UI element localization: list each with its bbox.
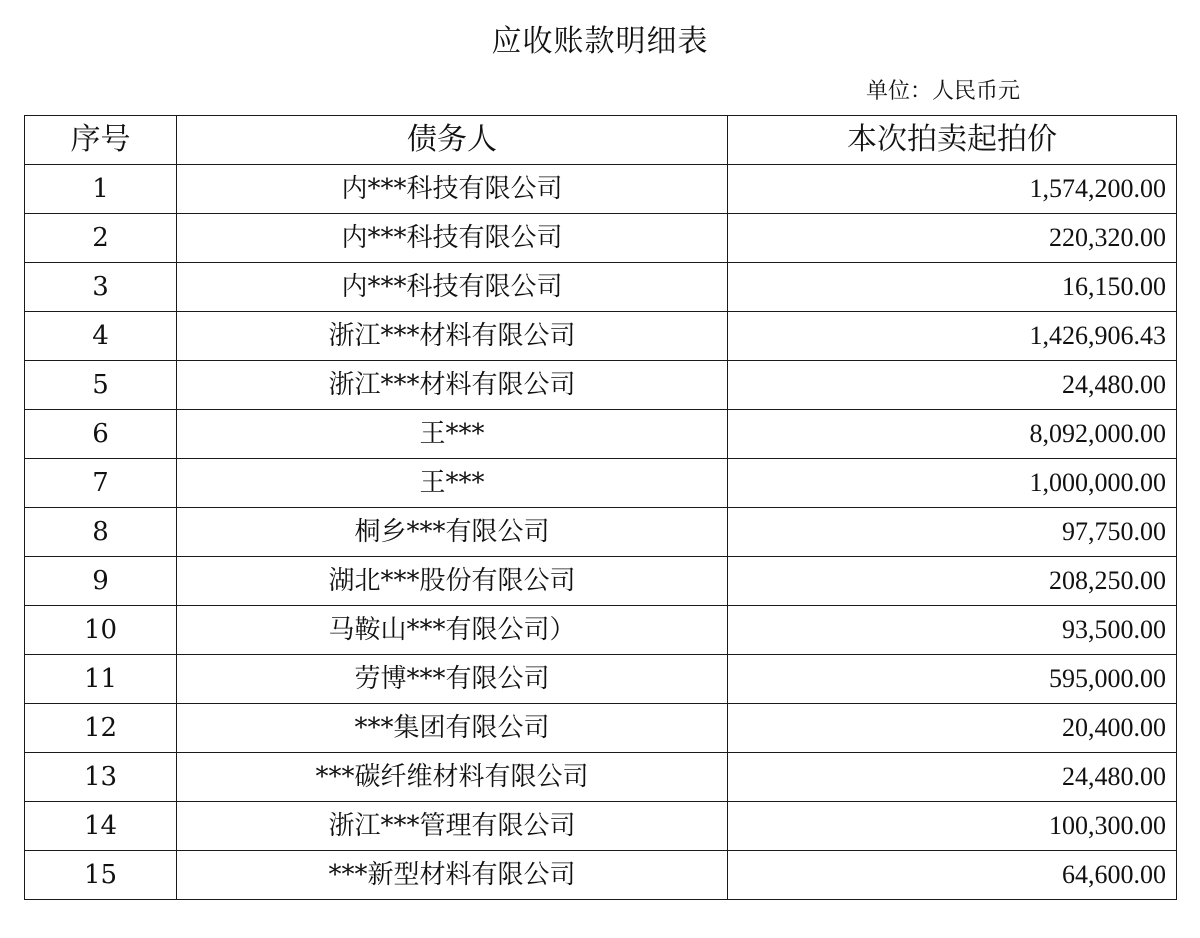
header-seq: 序号 — [25, 116, 177, 165]
row-debtor: 王*** — [177, 459, 728, 508]
row-starting-price: 20,400.00 — [728, 704, 1177, 753]
row-debtor: 浙江***材料有限公司 — [177, 312, 728, 361]
header-debtor: 债务人 — [177, 116, 728, 165]
row-debtor: 浙江***管理有限公司 — [177, 802, 728, 851]
table-body — [25, 165, 1177, 900]
row-seq: 9 — [25, 557, 177, 606]
row-debtor: 内***科技有限公司 — [177, 263, 728, 312]
row-debtor: ***集团有限公司 — [177, 704, 728, 753]
row-debtor: ***碳纤维材料有限公司 — [177, 753, 728, 802]
row-debtor: 湖北***股份有限公司 — [177, 557, 728, 606]
row-starting-price: 24,480.00 — [728, 361, 1177, 410]
row-seq: 11 — [25, 655, 177, 704]
row-starting-price: 8,092,000.00 — [728, 410, 1177, 459]
row-seq: 15 — [25, 851, 177, 900]
table-row — [25, 508, 1177, 557]
row-starting-price: 220,320.00 — [728, 214, 1177, 263]
row-seq: 7 — [25, 459, 177, 508]
row-starting-price: 24,480.00 — [728, 753, 1177, 802]
row-starting-price: 100,300.00 — [728, 802, 1177, 851]
table-row — [25, 214, 1177, 263]
table-row — [25, 361, 1177, 410]
table-header-row — [25, 116, 1177, 165]
table-row — [25, 410, 1177, 459]
unit-label: 单位：人民币元 — [866, 79, 1021, 104]
row-seq: 13 — [25, 753, 177, 802]
row-seq: 4 — [25, 312, 177, 361]
row-debtor: 马鞍山***有限公司） — [177, 606, 728, 655]
row-starting-price: 93,500.00 — [728, 606, 1177, 655]
row-debtor: 王*** — [177, 410, 728, 459]
table-row — [25, 165, 1177, 214]
row-seq: 2 — [25, 214, 177, 263]
row-seq: 5 — [25, 361, 177, 410]
table-row — [25, 606, 1177, 655]
row-seq: 14 — [25, 802, 177, 851]
table-row — [25, 263, 1177, 312]
row-seq: 3 — [25, 263, 177, 312]
row-seq: 1 — [25, 165, 177, 214]
table-row — [25, 459, 1177, 508]
table-row — [25, 655, 1177, 704]
row-starting-price: 1,426,906.43 — [728, 312, 1177, 361]
row-seq: 10 — [25, 606, 177, 655]
row-debtor: 劳博***有限公司 — [177, 655, 728, 704]
row-debtor: 内***科技有限公司 — [177, 165, 728, 214]
row-seq: 6 — [25, 410, 177, 459]
table-row — [25, 851, 1177, 900]
document-title: 应收账款明细表 — [491, 24, 709, 59]
header-starting-price: 本次拍卖起拍价 — [728, 116, 1177, 165]
table-row — [25, 557, 1177, 606]
row-debtor: 浙江***材料有限公司 — [177, 361, 728, 410]
row-starting-price: 595,000.00 — [728, 655, 1177, 704]
table-row — [25, 704, 1177, 753]
table-row — [25, 753, 1177, 802]
row-starting-price: 64,600.00 — [728, 851, 1177, 900]
receivables-table — [24, 115, 1177, 900]
table-row — [25, 312, 1177, 361]
row-debtor: 内***科技有限公司 — [177, 214, 728, 263]
row-seq: 8 — [25, 508, 177, 557]
row-debtor: ***新型材料有限公司 — [177, 851, 728, 900]
row-seq: 12 — [25, 704, 177, 753]
row-starting-price: 97,750.00 — [728, 508, 1177, 557]
row-starting-price: 16,150.00 — [728, 263, 1177, 312]
row-starting-price: 1,000,000.00 — [728, 459, 1177, 508]
row-debtor: 桐乡***有限公司 — [177, 508, 728, 557]
table-row — [25, 802, 1177, 851]
row-starting-price: 1,574,200.00 — [728, 165, 1177, 214]
row-starting-price: 208,250.00 — [728, 557, 1177, 606]
